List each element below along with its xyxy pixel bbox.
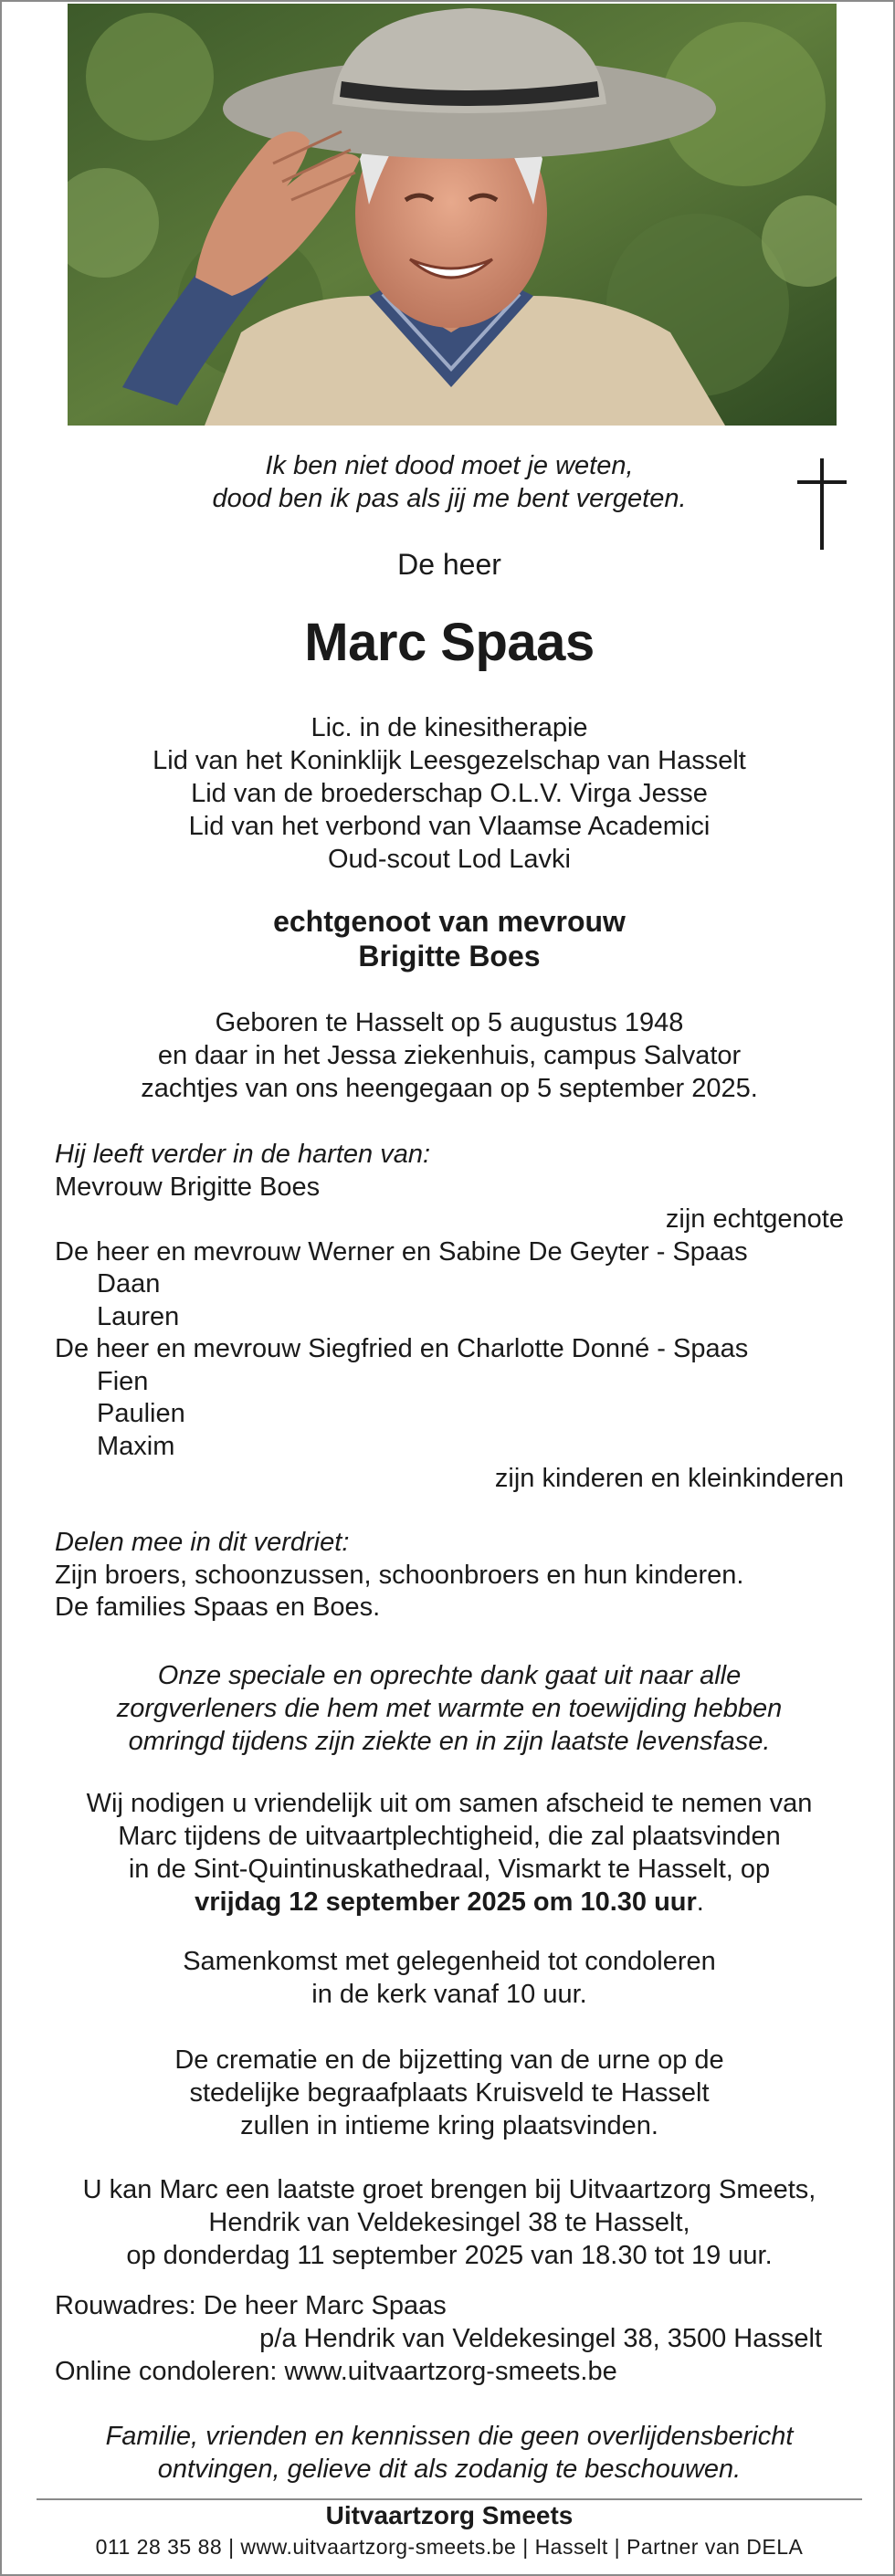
cremation-line-1: De crematie en de bijzetting van de urne op de: [174, 2045, 724, 2075]
born-line-2: en daar in het Jessa ziekenhuis, campus Salvator: [157, 1041, 742, 1070]
thanks-line-2: zorgverleners die hem met warmte en toewijding hebben: [116, 1694, 783, 1723]
invite-line-3: in de Sint-Quintinuskathedraal, Vismarkt te Hasselt, op: [128, 1855, 771, 1884]
family-heading: Hij leeft verder in de harten van:: [55, 1140, 431, 1169]
family-list: [55, 1139, 844, 1496]
spouse-name: Brigitte Boes: [358, 940, 541, 973]
born-line-1: Geboren te Hasselt op 5 augustus 1948: [215, 1008, 684, 1037]
funeral-date: vrijdag 12 september 2025 om 10.30 uur: [195, 1887, 697, 1917]
mourning-address: Rouwadres: De heer Marc Spaas: [55, 2291, 447, 2320]
family-wife: Mevrouw Brigitte Boes: [55, 1172, 321, 1202]
meeting-line-1: Samenkomst met gelegenheid tot condoleren: [183, 1947, 716, 1976]
meeting-line-2: in de kerk vanaf 10 uur.: [311, 1980, 587, 2009]
motto-line-2: dood ben ik pas als jij me bent vergeten.: [212, 484, 687, 513]
family-grandchild: Daan: [97, 1269, 161, 1299]
invite-date-line: [2, 1886, 895, 1919]
salutation: De heer: [397, 548, 501, 581]
share-line-2: De families Spaas en Boes.: [55, 1593, 381, 1622]
funeral-home-contact: 011 28 35 88 | www.uitvaartzorg-smeets.be | Hasselt | Partner van DELA: [95, 2535, 804, 2559]
motto-line-1: Ik ben niet dood moet je weten,: [265, 451, 634, 480]
share-line-1: Zijn broers, schoonzussen, schoonbroers en hun kinderen.: [55, 1560, 744, 1590]
born-line-3: zachtjes van ons heengegaan op 5 september 2025.: [141, 1074, 758, 1103]
family-child-1: De heer en mevrouw Werner en Sabine De Geyter - Spaas: [55, 1236, 748, 1267]
portrait-photo-icon: [68, 4, 837, 426]
family-child-2: De heer en mevrouw Siegfried en Charlotte Donné - Spaas: [55, 1334, 749, 1363]
family-grandchild: Fien: [97, 1366, 149, 1396]
cremation-line-2: stedelijke begraafplaats Kruisveld te Hasselt: [189, 2078, 710, 2108]
titles-list: [2, 711, 895, 876]
address-block: [55, 2289, 844, 2388]
family-grandchild: Paulien: [97, 1399, 185, 1428]
title-item: Lid van de broederschap O.L.V. Virga Jesse: [191, 779, 708, 808]
thanks-line-3: omringd tijdens zijn ziekte en in zijn laatste levensfase.: [128, 1727, 771, 1756]
funeral-date-end: .: [696, 1887, 704, 1917]
invite-line-1: Wij nodigen u vriendelijk uit om samen afscheid te nemen van: [86, 1789, 813, 1818]
funeral-home-name: Uitvaartzorg Smeets: [325, 2501, 574, 2529]
visitation-block: [2, 2173, 895, 2272]
family-wife-role: zijn echtgenote: [665, 1204, 844, 1234]
portrait-photo: [68, 4, 837, 426]
spouse-block: [2, 904, 895, 973]
thanks-line-1: Onze speciale en oprechte dank gaat uit naar alle: [157, 1661, 742, 1690]
cremation-line-3: zullen in intieme kring plaatsvinden.: [240, 2111, 658, 2140]
family-grandchild: Lauren: [97, 1301, 180, 1331]
notice-block: [2, 2420, 895, 2486]
share-block: [55, 1527, 844, 1624]
family-grandchild: Maxim: [97, 1431, 175, 1461]
birth-death-block: [2, 1006, 895, 1105]
visit-line-2: Hendrik van Veldekesingel 38 te Hasselt,: [208, 2208, 690, 2237]
notice-line-1: Familie, vrienden en kennissen die geen overlijdensbericht: [105, 2422, 794, 2451]
meeting-block: [2, 1945, 895, 2011]
thanks-block: [2, 1659, 895, 1758]
title-item: Lid van het verbond van Vlaamse Academici: [188, 812, 711, 841]
spouse-line-1: echtgenoot van mevrouw: [273, 905, 626, 938]
visit-line-3: op donderdag 11 september 2025 van 18.30 tot 19 uur.: [126, 2241, 773, 2270]
online-condolences[interactable]: Online condoleren: www.uitvaartzorg-smeets.be: [55, 2357, 617, 2386]
visit-line-1: U kan Marc een laatste groet brengen bij Uitvaartzorg Smeets,: [82, 2175, 816, 2204]
deceased-name: Marc Spaas: [304, 613, 595, 672]
notice-line-2: ontvingen, gelieve dit als zodanig te beschouwen.: [157, 2455, 742, 2484]
title-item: Lic. in de kinesitherapie: [311, 713, 588, 742]
share-heading: Delen mee in dit verdriet:: [55, 1528, 350, 1557]
family-children-role: zijn kinderen en kleinkinderen: [494, 1464, 844, 1493]
cremation-block: [2, 2044, 895, 2142]
title-item: Oud-scout Lod Lavki: [328, 845, 571, 874]
title-item: Lid van het Koninklijk Leesgezelschap van Hasselt: [153, 746, 746, 775]
invitation-block: [2, 1787, 895, 1919]
mourning-address-street: p/a Hendrik van Veldekesingel 38, 3500 Hasselt: [259, 2324, 822, 2353]
invite-line-2: Marc tijdens de uitvaartplechtigheid, die zal plaatsvinden: [118, 1822, 781, 1851]
motto: [2, 449, 895, 515]
